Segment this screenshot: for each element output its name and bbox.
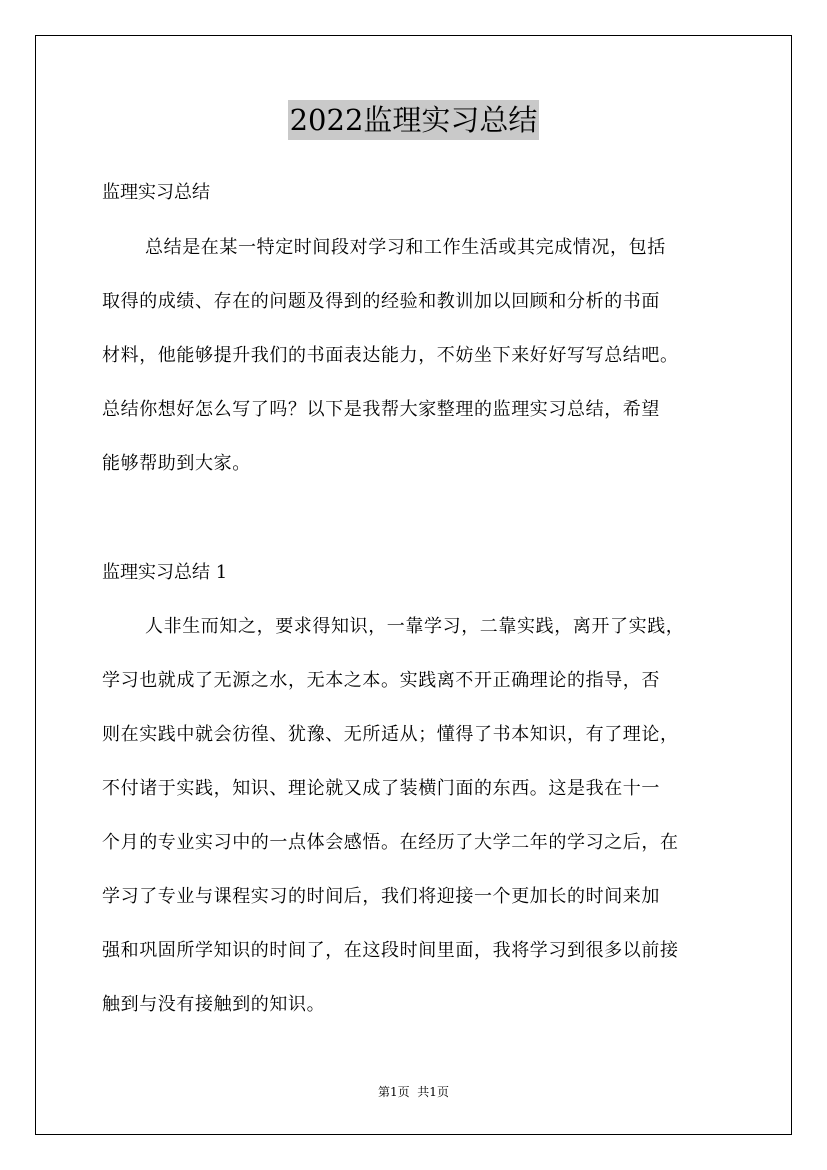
- section-1-heading: 监理实习总结 1: [102, 562, 228, 583]
- paragraph-line: 强和巩固所学知识的时间了，在这段时间里面，我将学习到很多以前接: [102, 940, 679, 961]
- paragraph-line: 总结是在某一特定时间段对学习和工作生活或其完成情况，包括: [145, 237, 666, 258]
- paragraph-line: 人非生而知之，要求得知识，一靠学习，二靠实践，离开了实践，: [145, 616, 685, 637]
- section-1-paragraph: [102, 600, 742, 1032]
- paragraph-line: 个月的专业实习中的一点体会感悟。在经历了大学二年的学习之后，在: [102, 832, 679, 853]
- document-title: 2022监理实习总结: [288, 100, 540, 140]
- paragraph-line: 取得的成绩、存在的问题及得到的经验和教训加以回顾和分析的书面: [102, 291, 660, 312]
- paragraph-line: 不付诸于实践，知识、理论就又成了装横门面的东西。这是我在十一: [102, 778, 660, 799]
- page-footer: 第1页 共1页: [378, 1085, 449, 1099]
- paragraph-line: 触到与没有接触到的知识。: [102, 994, 326, 1015]
- title-container: [0, 100, 827, 140]
- paragraph-line: 总结你想好怎么写了吗？以下是我帮大家整理的监理实习总结，希望: [102, 399, 660, 420]
- paragraph-line: 学习也就成了无源之水，无本之本。实践离不开正确理论的指导，否: [102, 670, 660, 691]
- paragraph-line: 则在实践中就会彷徨、犹豫、无所适从；懂得了书本知识，有了理论，: [102, 724, 679, 745]
- paragraph-line: 能够帮助到大家。: [102, 453, 251, 474]
- intro-paragraph: [102, 221, 742, 491]
- paragraph-line: 材料，他能够提升我们的书面表达能力，不妨坐下来好好写写总结吧。: [102, 345, 679, 366]
- intro-heading: 监理实习总结: [102, 182, 210, 203]
- paragraph-line: 学习了专业与课程实习的时间后，我们将迎接一个更加长的时间来加: [102, 886, 660, 907]
